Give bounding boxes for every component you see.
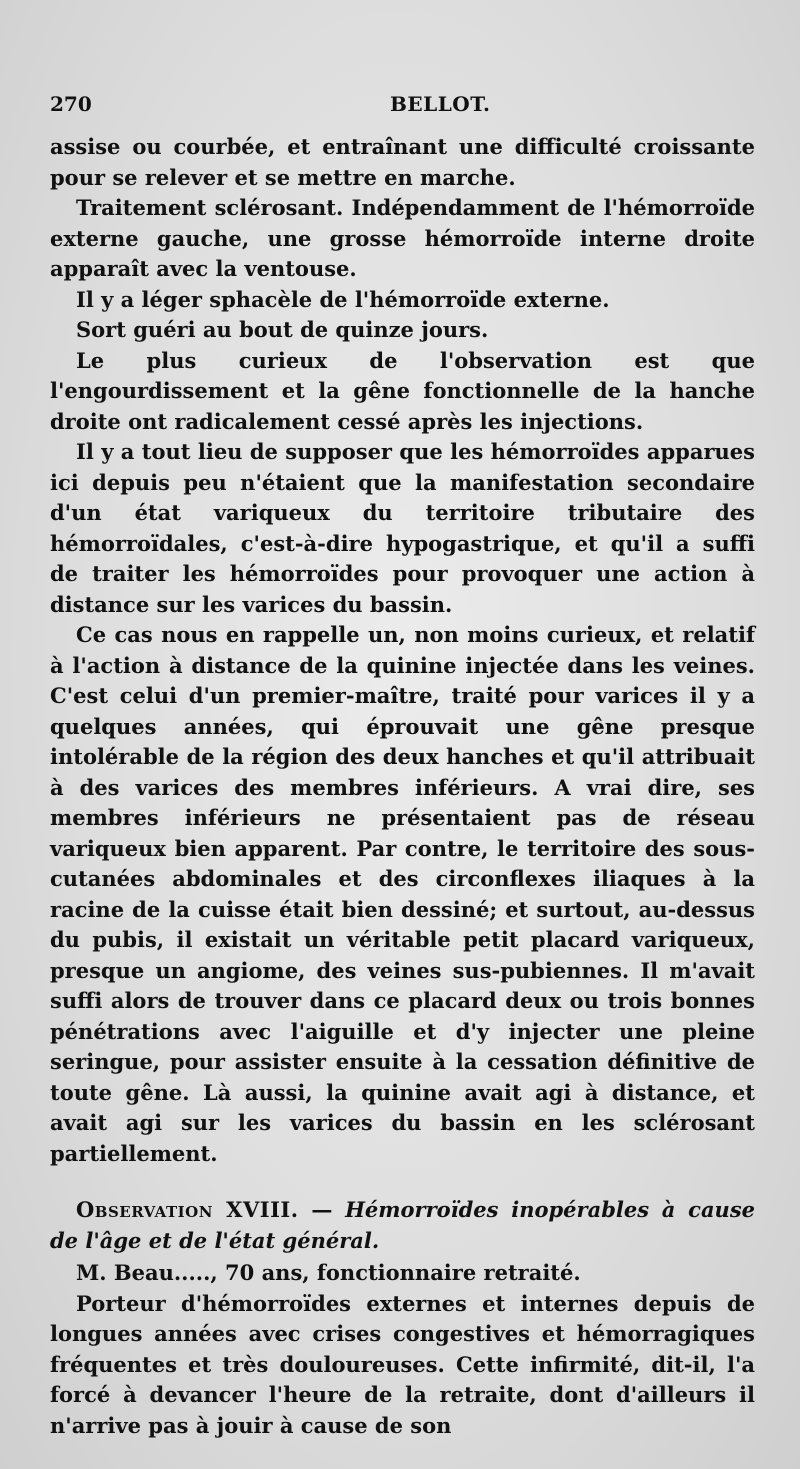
page-number: 270 xyxy=(50,92,92,116)
page-header xyxy=(50,92,750,122)
observation-label: Observation XVIII. xyxy=(76,1197,299,1222)
observation-heading xyxy=(50,1195,755,1256)
paragraph: Traitement sclérosant. Indépendamment de l'hémorroïde externe gauche, une grosse hémorroïde interne droite apparaît avec la ventouse. xyxy=(50,195,755,281)
paragraph: Il y a léger sphacèle de l'hémorroïde externe. xyxy=(76,286,610,312)
paragraph: Sort guéri au bout de quinze jours. xyxy=(76,317,489,342)
observation-dash: — xyxy=(311,1197,333,1222)
paragraph: M. Beau....., 70 ans, fonctionnaire retraité. xyxy=(76,1260,581,1285)
paragraph: assise ou courbée, et entraînant une difficulté croissante pour se relever et se mettre en marche. xyxy=(50,134,755,190)
paragraph: Porteur d'hémorroïdes externes et internes depuis de longues années avec crises congestives et hémorragiques fréquentes et très douloureuses. Cette infirmité, dit-il, l'a forcé à devancer l'heure de la retraite, dont d'ailleurs il n'arrive pas à jouir à cause de son xyxy=(50,1290,755,1438)
running-head: BELLOT. xyxy=(390,92,491,116)
paragraph: Ce cas nous en rappelle un, non moins curieux, et relatif à l'action à distance de la quinine injectée dans les veines. C'est celui d'un premier-maître, traité pour varices il y a quelques années, qui éprouvait une gêne presque intolérable de la région des deux hanches et qu'il attribuait à des varices des membres inférieurs. A vrai dire, ses membres inférieurs ne présentaient pas de réseau variqueux bien apparent. Par contre, le territoire des sous-cutanées abdominales et des circonflexes iliaques à la racine de la cuisse était bien dessiné; et surtout, au-dessus du pubis, il existait un véritable petit placard variqueux, presque un angiome, des veines sus-pubiennes. Il m'avait suffi alors de trouver dans ce placard deux ou trois bonnes pénétrations avec l'aiguille et d'y injecter une pleine seringue, pour assister ensuite à la cessation définitive de toute gêne. Là aussi, la quinine avait agi à distance, et avait agi sur les varices du bassin en les sclérosant partiellement. xyxy=(50,622,755,1166)
paragraph: Il y a tout lieu de supposer que les hémorroïdes apparues ici depuis peu n'étaient que la manifestation secondaire d'un état variqueux du territoire tributaire des hémorroïdales, c'est-à-dire hypogastrique, et qu'il a suffi de traiter les hémorroïdes pour provoquer une action à distance sur les varices du bassin. xyxy=(50,439,755,617)
observation-title: Hémorroïdes inopérables à cause de l'âge et de l'état général. xyxy=(50,1197,756,1253)
paragraph: Le plus curieux de l'observation est que l'engourdissement et la gêne fonctionnelle de la hanche droite ont radicalement cessé après les injections. xyxy=(50,347,755,434)
body-text xyxy=(50,132,755,1441)
